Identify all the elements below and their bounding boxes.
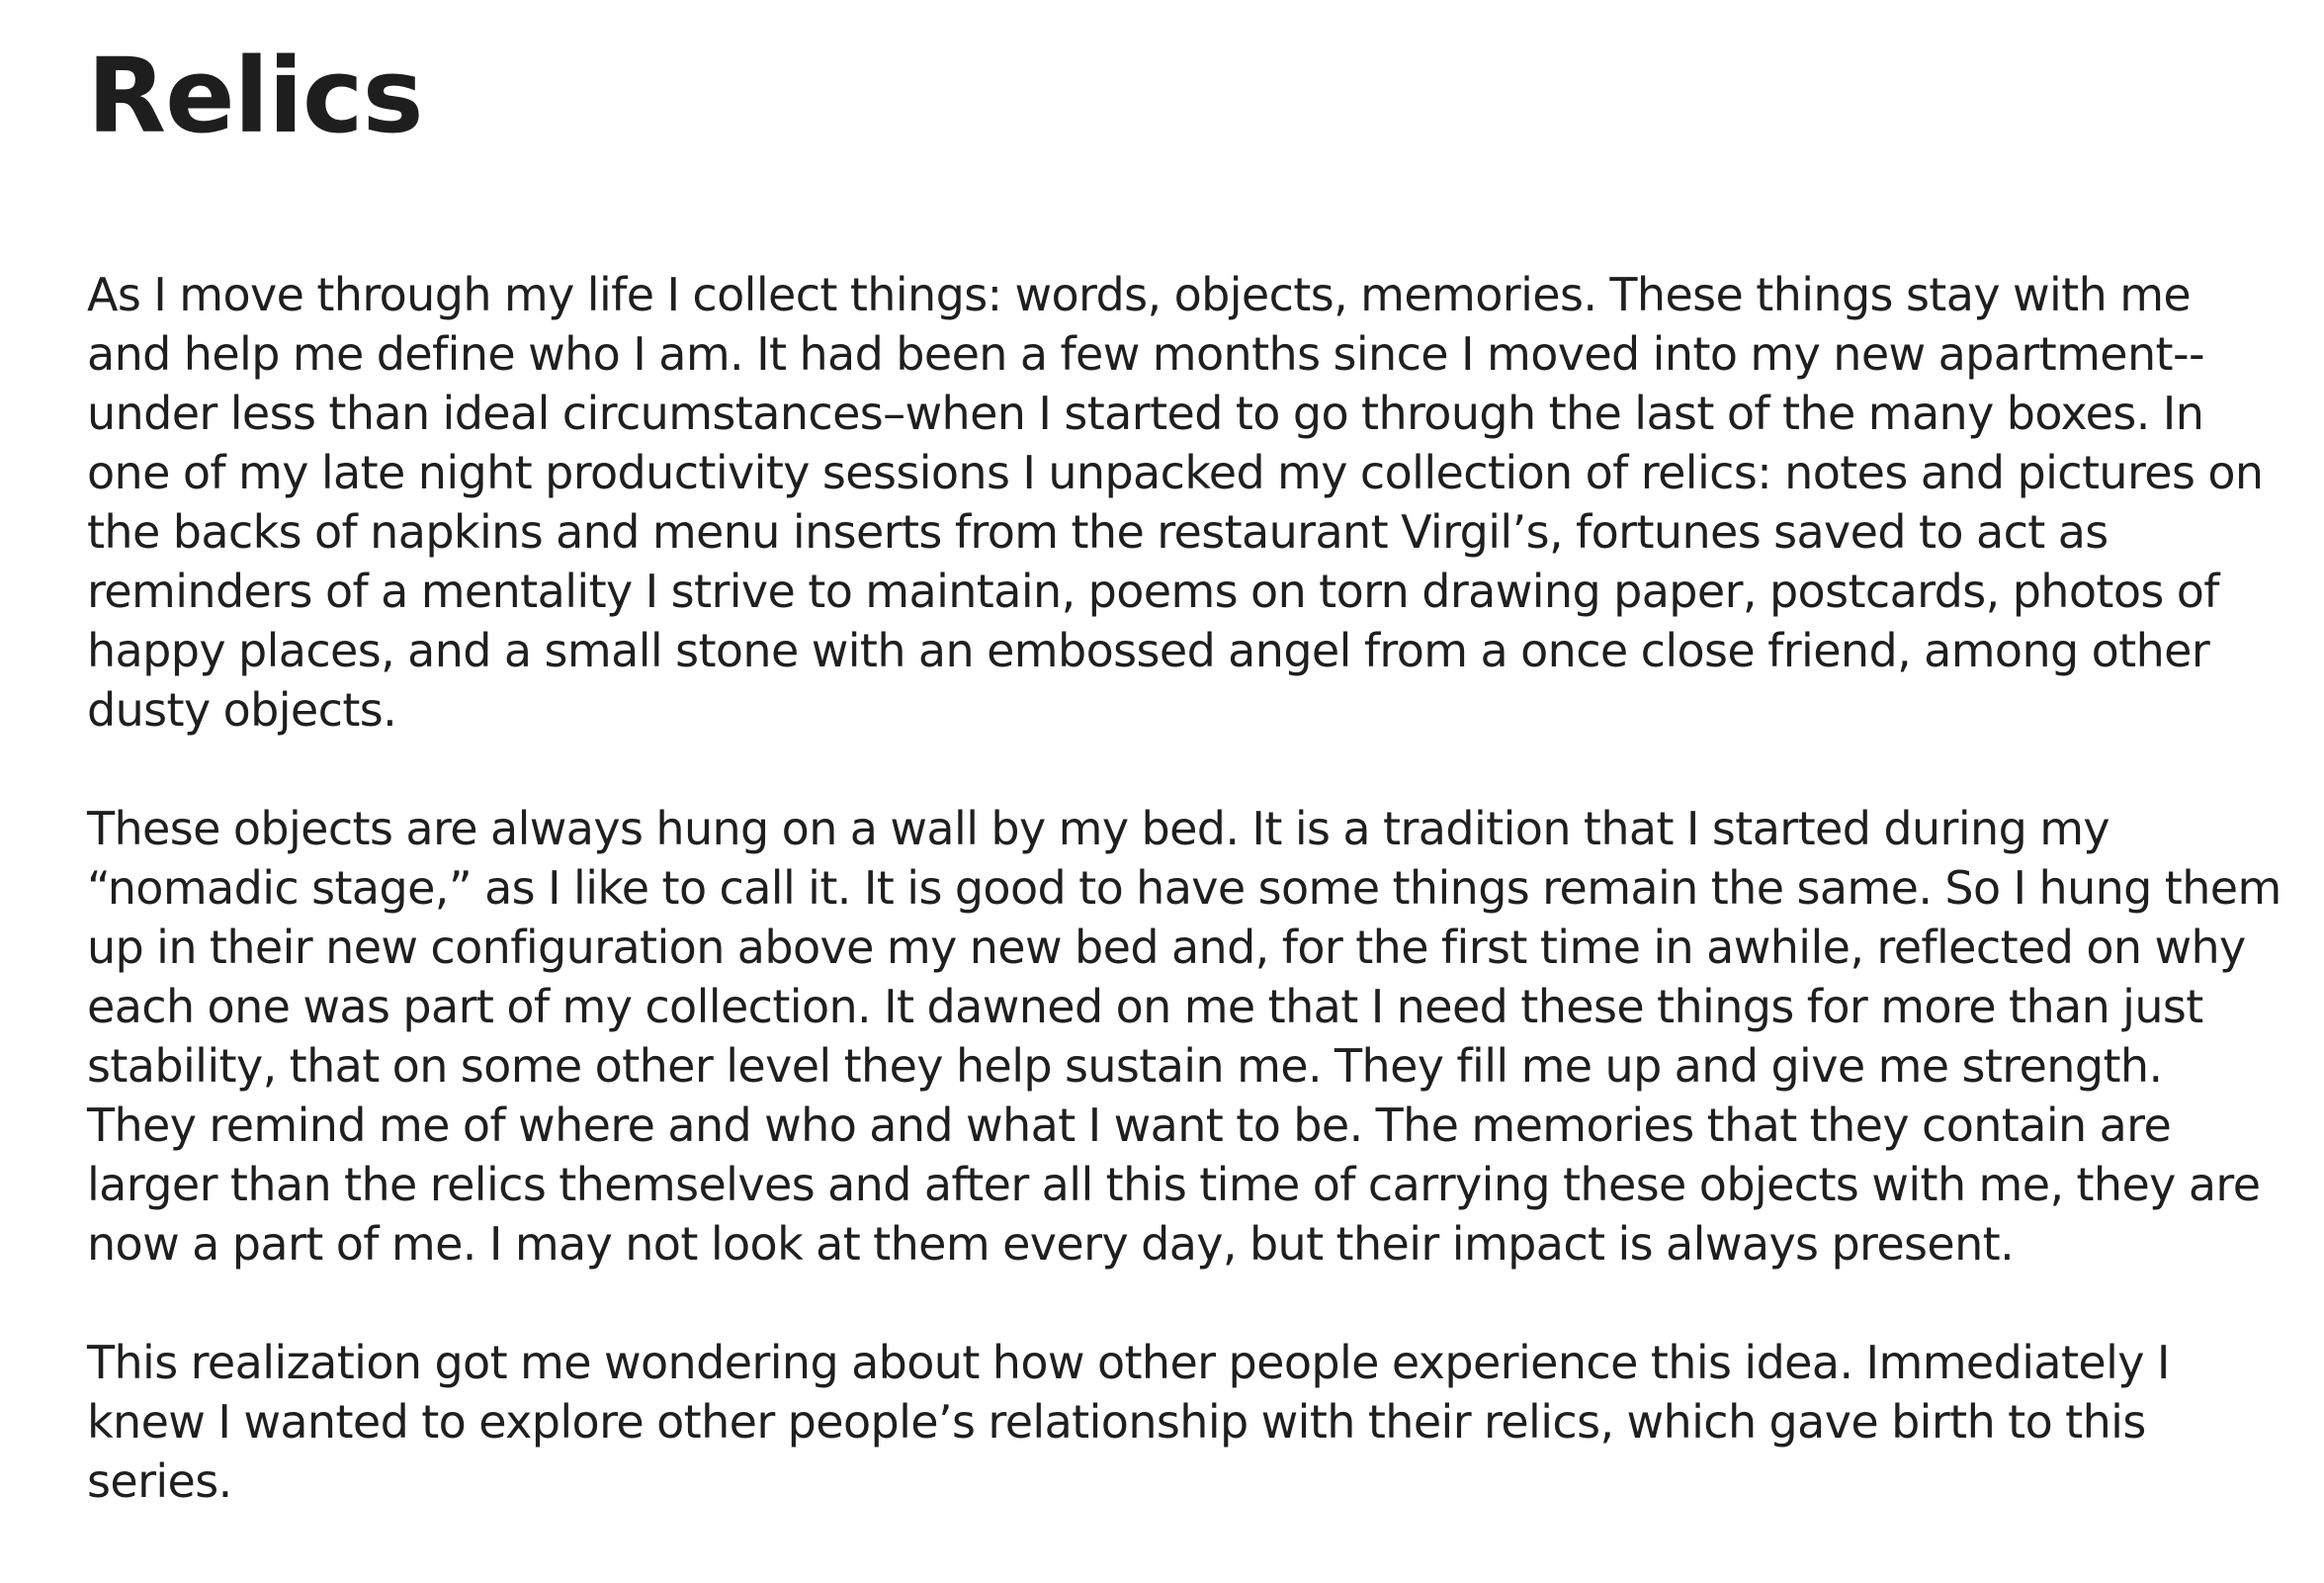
document-title: Relics bbox=[87, 36, 423, 156]
paragraph-1: As I move through my life I collect things: words, objects, memories. These things stay with me and help me define who I am. It had been a few months since I moved into my new apartment--under less than ideal circumstances–when I started to go through the last of the many boxes. In one of my late night productivity sessions I unpacked my collection of relics: notes and pictures on the backs of napkins and menu inserts from the restaurant Virgil’s, fortunes saved to act as reminders of a mentality I strive to maintain, poems on torn drawing paper, postcards, photos of happy places, and a small stone with an embossed angel from a once close friend, among other dusty objects. bbox=[87, 268, 2264, 737]
paragraph-2: These objects are always hung on a wall by my bed. It is a tradition that I started during my “nomadic stage,” as I like to call it. It is good to have some things remain the same. So I hung them up in their new configuration above my new bed and, for the first time in awhile, reflected on why each one was part of my collection. It dawned on me that I need these things for more than just stability, that on some other level they help sustain me. They fill me up and give me strength. They remind me of where and who and what I want to be. The memories that they contain are larger than the relics themselves and after all this time of carrying these objects with me, they are now a part of me. I may not look at them every day, but their impact is always present. bbox=[87, 802, 2281, 1271]
paragraph-3: This realization got me wondering about how other people experience this idea. Immediately I knew I wanted to explore other people’s relationship with their relics, which gave birth to this series. bbox=[87, 1336, 2170, 1508]
document-body bbox=[87, 265, 2281, 1511]
document-header bbox=[87, 36, 2281, 156]
